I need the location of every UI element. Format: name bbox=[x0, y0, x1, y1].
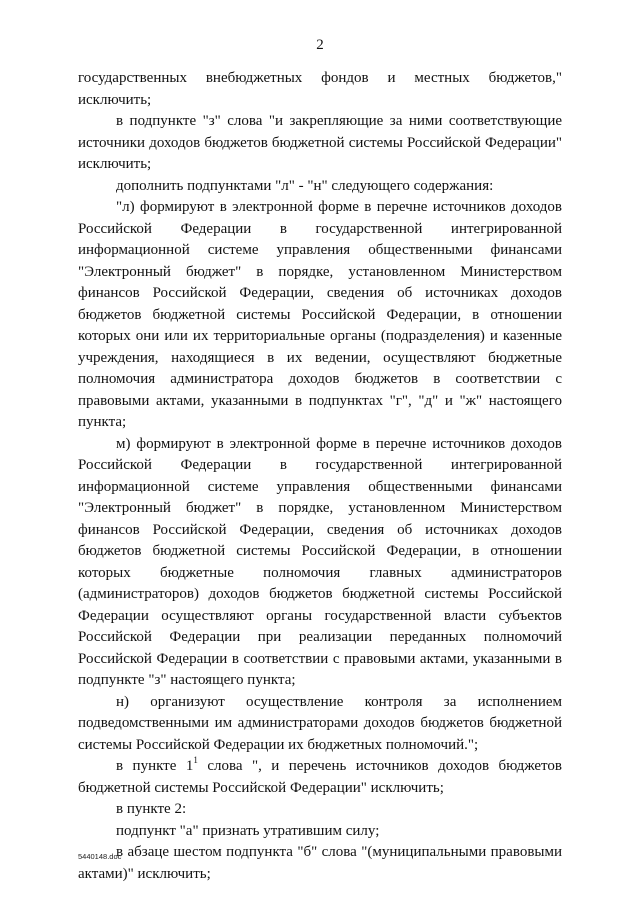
paragraph-add-subpoints: дополнить подпунктами "л" - "н" следующего содержания: bbox=[116, 177, 494, 194]
paragraph-subpoint-l: "л) формируют в электронной форме в перечне источников доходов Российской Федерации в государственной интегрированной информационной системе управления общественными финансами "Электронный бюджет" в порядке, установленном Министерством финансов Российской Федерации, сведения об источниках доходов бюджетов бюджетной системы Российской Федерации, в отношении которых они или их территориальные органы (подразделения) и казенные учреждения, находящиеся в их ведении, осуществляют бюджетные полномочия администратора доходов бюджетов в соответствии с правовыми актами, указанными в подпунктах "г", "д" и "ж" настоящего пункта; bbox=[78, 199, 562, 430]
paragraph-point-1-1-start: в пункте 1 bbox=[116, 758, 194, 774]
page-number: 2 bbox=[316, 37, 324, 53]
paragraph-subpoint-a: подпункт "а" признать утратившим силу; bbox=[116, 822, 380, 839]
paragraph-subpoint-b: в абзаце шестом подпункта "б" слова "(муниципальными правовыми актами)" исключить; bbox=[78, 844, 562, 882]
footer-filename: 5440148.doc bbox=[78, 852, 122, 861]
superscript-index: 1 bbox=[193, 755, 198, 765]
paragraph-continuation: государственных внебюджетных фондов и местных бюджетов," исключить; bbox=[78, 70, 562, 108]
document-body bbox=[78, 68, 562, 885]
paragraph-point-1-1 bbox=[78, 756, 562, 799]
paragraph-point-1-1-rest: слова ", и перечень источников доходов бюджетов бюджетной системы Российской Федерации" исключить; bbox=[78, 758, 562, 796]
paragraph-point-2: в пункте 2: bbox=[116, 801, 187, 817]
paragraph-subpoint-z: в подпункте "з" слова "и закрепляющие за ними соответствующие источники доходов бюджетов бюджетной системы Российской Федерации" исключить; bbox=[78, 113, 562, 172]
paragraph-subpoint-m: м) формируют в электронной форме в перечне источников доходов Российской Федерации в государственной интегрированной информационной системе управления общественными финансами "Электронный бюджет" в порядке, установленном Министерством финансов Российской Федерации, сведения об источниках доходов бюджетов бюджетной системы Российской Федерации, в отношении которых бюджетные полномочия главных администраторов (администраторов) доходов бюджетов бюджетной системы Российской Федерации осуществляют органы государственной власти субъектов Российской Федерации при реализации переданных полномочий Российской Федерации в соответствии с правовыми актами, указанными в подпункте "з" настоящего пункта; bbox=[78, 435, 562, 688]
paragraph-subpoint-n: н) организуют осуществление контроля за исполнением подведомственными им администраторами доходов бюджетов бюджетной системы Российской Федерации их бюджетных полномочий."; bbox=[78, 693, 562, 753]
